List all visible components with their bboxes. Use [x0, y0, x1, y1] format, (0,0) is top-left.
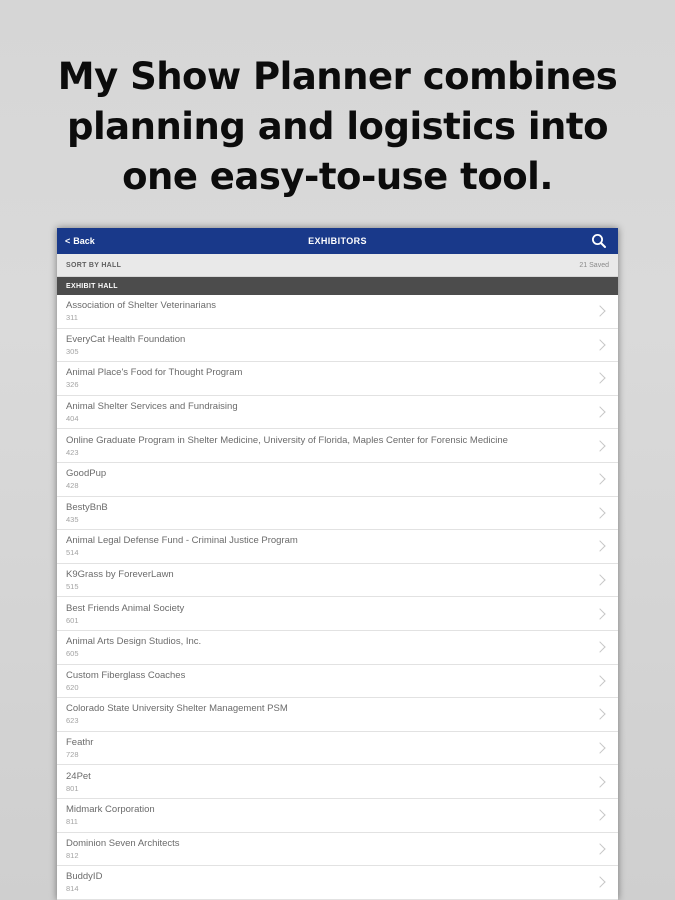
- exhibitor-name: Colorado State University Shelter Management PSM: [66, 703, 288, 715]
- exhibitor-name: K9Grass by ForeverLawn: [66, 569, 174, 581]
- exhibitor-name: Best Friends Animal Society: [66, 602, 185, 614]
- exhibitor-row-text: [66, 468, 588, 490]
- exhibitor-row[interactable]: [57, 329, 618, 363]
- exhibitor-name: Animal Legal Defense Fund - Criminal Justice Program: [66, 535, 298, 547]
- chevron-right-icon: [594, 406, 605, 417]
- exhibitor-booth-number: 601: [66, 615, 79, 625]
- back-label: Back: [73, 236, 95, 246]
- exhibitor-name: BuddyID: [66, 871, 103, 883]
- exhibitor-row-text: [66, 569, 588, 591]
- exhibitor-name: Midmark Corporation: [66, 804, 155, 816]
- saved-count-badge[interactable]: 21 Saved: [579, 261, 609, 269]
- exhibitor-row[interactable]: [57, 429, 618, 463]
- exhibitor-row-text: [66, 838, 588, 860]
- exhibitor-row-text: [66, 804, 588, 826]
- exhibitor-booth-number: 811: [66, 817, 78, 827]
- exhibitor-name: Animal Shelter Services and Fundraising: [66, 401, 238, 413]
- exhibitor-row-text: [66, 771, 588, 793]
- exhibitor-name: Animal Place's Food for Thought Program: [66, 367, 243, 379]
- exhibitor-row[interactable]: [57, 665, 618, 699]
- chevron-right-icon: [594, 574, 605, 585]
- hero-title-line1: My Show Planner combines: [57, 55, 618, 98]
- exhibitor-booth-number: 514: [66, 548, 79, 558]
- hero-title-line3: one easy-to-use tool.: [122, 155, 553, 198]
- exhibitor-booth-number: 605: [66, 649, 79, 659]
- exhibitor-booth-number: 428: [66, 481, 79, 491]
- exhibitor-row[interactable]: [57, 530, 618, 564]
- exhibitor-booth-number: 801: [66, 783, 79, 793]
- exhibitor-row[interactable]: [57, 463, 618, 497]
- exhibitor-row-text: [66, 502, 588, 524]
- exhibitor-booth-number: 812: [66, 850, 79, 860]
- sort-bar: [57, 254, 618, 277]
- chevron-right-icon: [594, 608, 605, 619]
- exhibitor-row-text: [66, 401, 588, 423]
- chevron-right-icon: [594, 642, 605, 653]
- exhibitor-row[interactable]: [57, 396, 618, 430]
- nav-bar: [57, 228, 618, 254]
- exhibitor-row[interactable]: [57, 497, 618, 531]
- back-button[interactable]: [65, 236, 95, 246]
- chevron-right-icon: [594, 541, 605, 552]
- exhibitor-row-text: [66, 871, 588, 893]
- exhibitor-row[interactable]: [57, 765, 618, 799]
- chevron-right-icon: [594, 877, 605, 888]
- exhibitor-row-text: [66, 703, 588, 725]
- exhibitor-booth-number: 423: [66, 447, 79, 457]
- exhibitor-row-text: [66, 535, 588, 557]
- chevron-right-icon: [594, 507, 605, 518]
- search-icon[interactable]: [590, 232, 608, 250]
- exhibitor-name: GoodPup: [66, 468, 107, 480]
- exhibitor-row-text: [66, 603, 588, 625]
- chevron-right-icon: [594, 843, 605, 854]
- exhibitor-row[interactable]: [57, 631, 618, 665]
- exhibitor-name: 24Pet: [66, 770, 91, 782]
- exhibitor-name: Dominion Seven Architects: [66, 837, 180, 849]
- exhibitor-row[interactable]: [57, 295, 618, 329]
- exhibitor-row-text: [66, 636, 588, 658]
- exhibitor-booth-number: 623: [66, 716, 79, 726]
- exhibitor-name: Feathr: [66, 737, 94, 749]
- exhibitor-row-text: [66, 334, 588, 356]
- chevron-right-icon: [594, 373, 605, 384]
- exhibitor-name: Animal Arts Design Studios, Inc.: [66, 636, 202, 648]
- chevron-right-icon: [594, 306, 605, 317]
- exhibitor-booth-number: 620: [66, 682, 79, 692]
- exhibitor-booth-number: 404: [66, 414, 79, 424]
- back-chevron-icon: <: [65, 236, 71, 246]
- exhibitor-booth-number: 515: [66, 582, 79, 592]
- chevron-right-icon: [594, 742, 605, 753]
- sort-by-hall-button[interactable]: SORT BY HALL: [66, 261, 122, 269]
- chevron-right-icon: [594, 440, 605, 451]
- exhibitor-booth-number: 311: [66, 313, 78, 323]
- exhibitor-row[interactable]: [57, 799, 618, 833]
- exhibitor-row-text: [66, 300, 588, 322]
- exhibitor-booth-number: 728: [66, 750, 79, 760]
- exhibitor-row-text: [66, 737, 588, 759]
- exhibitor-name: EveryCat Health Foundation: [66, 333, 186, 345]
- chevron-right-icon: [594, 474, 605, 485]
- hero-title: [0, 52, 675, 202]
- hero-caption: [0, 0, 675, 202]
- chevron-right-icon: [594, 776, 605, 787]
- exhibitor-row-text: [66, 670, 588, 692]
- chevron-right-icon: [594, 675, 605, 686]
- section-header-exhibit-hall: EXHIBIT HALL: [57, 277, 618, 295]
- chevron-right-icon: [594, 810, 605, 821]
- exhibitor-name: BestyBnB: [66, 501, 108, 513]
- exhibitor-row[interactable]: [57, 833, 618, 867]
- exhibitor-name: Association of Shelter Veterinarians: [66, 300, 216, 312]
- chevron-right-icon: [594, 709, 605, 720]
- exhibitor-row[interactable]: [57, 564, 618, 598]
- hero-title-line2: planning and logistics into: [66, 105, 608, 148]
- exhibitor-name: Custom Fiberglass Coaches: [66, 669, 186, 681]
- exhibitor-row[interactable]: [57, 597, 618, 631]
- exhibitor-row-text: [66, 367, 588, 389]
- exhibitor-row[interactable]: [57, 698, 618, 732]
- exhibitor-booth-number: 326: [66, 380, 79, 390]
- app-screenshot-panel: [57, 228, 618, 900]
- exhibitor-row[interactable]: [57, 866, 618, 900]
- exhibitor-booth-number: 435: [66, 514, 79, 524]
- exhibitor-booth-number: 305: [66, 346, 79, 356]
- exhibitor-name: Online Graduate Program in Shelter Medicine, University of Florida, Maples Center for Forensic Medicine: [66, 434, 508, 446]
- exhibitor-row[interactable]: [57, 362, 618, 396]
- chevron-right-icon: [594, 339, 605, 350]
- exhibitor-row-text: [66, 435, 588, 457]
- exhibitor-booth-number: 814: [66, 884, 79, 894]
- page-title: EXHIBITORS: [308, 236, 367, 246]
- exhibitor-row[interactable]: [57, 732, 618, 766]
- exhibitor-list: [57, 295, 618, 900]
